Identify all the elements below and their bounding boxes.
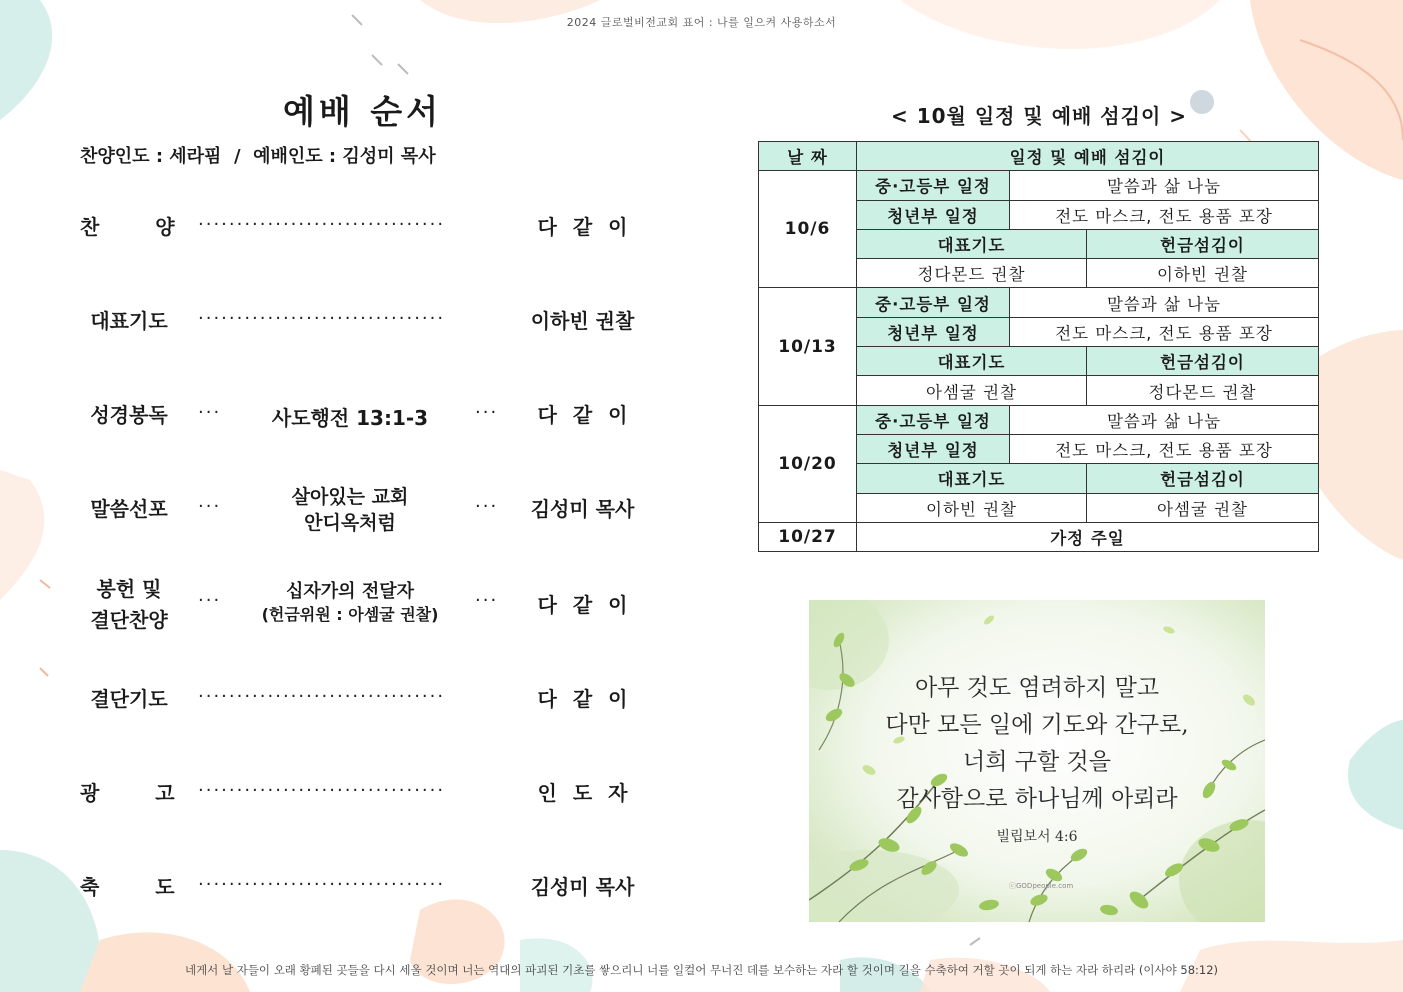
prayer-label: 대표기도 — [857, 229, 1087, 258]
offering-person: 아셈굴 권찰 — [1087, 493, 1319, 522]
leader-dots: ··· — [198, 496, 222, 517]
order-row-praise — [80, 210, 650, 280]
verse-text: 아무 것도 염려하지 말고 다만 모든 일에 기도와 간구로, 너희 구할 것을 감사함으로 하나님께 아뢰라 — [885, 675, 1189, 812]
youth-label: 중·고등부 일정 — [857, 171, 1010, 200]
leader-dots: ································ — [198, 780, 446, 801]
young-adult-label: 청년부 일정 — [857, 434, 1010, 463]
week-date: 10/20 — [759, 405, 857, 522]
leader-dots: ··· — [198, 402, 222, 423]
table-row — [759, 405, 1319, 434]
offering-person: 정다몬드 권찰 — [1087, 376, 1319, 405]
offering-label: 헌금섬김이 — [1087, 347, 1319, 376]
week-date: 10/6 — [759, 171, 857, 288]
table-row — [759, 171, 1319, 200]
order-label: 결단기도 — [90, 687, 168, 711]
leader-dots: ································ — [198, 874, 446, 895]
order-label: 찬 양 — [80, 215, 189, 239]
prayer-label: 대표기도 — [857, 464, 1087, 493]
youth-label: 중·고등부 일정 — [857, 288, 1010, 317]
church-motto: 2024 글로벌비전교회 표어 : 나를 일으켜 사용하소서 — [566, 16, 837, 29]
order-performer: 김성미 목사 — [530, 875, 635, 899]
offering-label: 헌금섬김이 — [1087, 229, 1319, 258]
offering-label: 헌금섬김이 — [1087, 464, 1319, 493]
leader-dots: ··· — [475, 496, 499, 517]
order-label: 대표기도 — [90, 309, 168, 333]
young-adult-schedule: 전도 마스크, 전도 용품 포장 — [1010, 317, 1319, 346]
leader-dots: ································ — [198, 308, 446, 329]
leader-dots: ··· — [475, 590, 499, 611]
young-adult-schedule: 전도 마스크, 전도 용품 포장 — [1010, 200, 1319, 229]
youth-schedule: 말씀과 삶 나눔 — [1010, 288, 1319, 317]
schedule-title: < 10월 일정 및 예배 섬김이 > — [890, 104, 1187, 128]
young-adult-schedule: 전도 마스크, 전도 용품 포장 — [1010, 434, 1319, 463]
verse-card-image — [809, 600, 1265, 922]
family-sunday-note: 가정 주일 — [857, 522, 1319, 551]
order-performer: 다같이 — [537, 403, 644, 427]
order-label: 성경봉독 — [90, 403, 168, 427]
order-row-scripture — [80, 398, 650, 468]
order-row-prayer — [80, 304, 650, 374]
table-row — [759, 522, 1319, 551]
prayer-person: 아셈굴 권찰 — [857, 376, 1087, 405]
order-performer: 김성미 목사 — [530, 497, 635, 521]
prayer-label: 대표기도 — [857, 347, 1087, 376]
order-performer: 인도자 — [537, 781, 644, 805]
scripture-reference: 사도행전 13:1-3 — [271, 406, 429, 430]
verse-reference: 빌립보서 4:6 — [996, 829, 1078, 845]
offering-person: 이하빈 권찰 — [1087, 259, 1319, 288]
prayer-person: 이하빈 권찰 — [857, 493, 1087, 522]
leader-dots: ································ — [198, 686, 446, 707]
order-performer: 다같이 — [537, 593, 644, 617]
order-row-announcements — [80, 778, 650, 848]
leader-dots: ································ — [198, 214, 446, 235]
worship-order-title: 예배 순서 — [282, 92, 442, 131]
date-header: 날 짜 — [759, 142, 857, 171]
order-performer: 다같이 — [537, 215, 644, 239]
order-row-sermon — [80, 486, 650, 564]
young-adult-label: 청년부 일정 — [857, 200, 1010, 229]
order-performer: 이하빈 권찰 — [530, 309, 635, 333]
sermon-title: 살아있는 교회 안디옥처럼 — [291, 486, 409, 534]
week-date: 10/13 — [759, 288, 857, 405]
footer-verse: 네게서 날 자들이 오래 황폐된 곳들을 다시 세울 것이며 너는 역대의 파괴된 기초를 쌓으리니 너를 일컬어 무너진 데를 보수하는 자라 할 것이며 길을 수축하여 거할 곳이 되게 하는 자라 하리라 (이사야 58:12) — [184, 963, 1219, 977]
offering-hymn: 십자가의 전달자 (헌금위원 : 아셈굴 권찰) — [261, 581, 439, 624]
order-row-offering — [80, 574, 650, 644]
table-row — [759, 288, 1319, 317]
order-label: 축 도 — [80, 875, 189, 899]
youth-label: 중·고등부 일정 — [857, 405, 1010, 434]
order-label: 봉헌 및 결단찬양 — [90, 577, 168, 632]
youth-schedule: 말씀과 삶 나눔 — [1010, 171, 1319, 200]
content-header: 일정 및 예배 섬김이 — [857, 142, 1319, 171]
leader-dots: ··· — [475, 402, 499, 423]
youth-schedule: 말씀과 삶 나눔 — [1010, 405, 1319, 434]
order-performer: 다같이 — [537, 687, 644, 711]
order-row-closing-prayer — [80, 684, 650, 754]
order-label: 말씀선포 — [90, 497, 168, 521]
week-date: 10/27 — [759, 522, 857, 551]
prayer-person: 정다몬드 권찰 — [857, 259, 1087, 288]
schedule-header-row — [759, 142, 1319, 171]
image-watermark: ⓒGODpeople.com — [1009, 882, 1074, 890]
order-label: 광 고 — [80, 781, 189, 805]
schedule-table — [758, 141, 1319, 552]
young-adult-label: 청년부 일정 — [857, 317, 1010, 346]
worship-leaders: 찬양인도 : 세라핌 / 예배인도 : 김성미 목사 — [80, 146, 436, 167]
leader-dots: ··· — [198, 590, 222, 611]
order-row-benediction — [80, 872, 650, 942]
